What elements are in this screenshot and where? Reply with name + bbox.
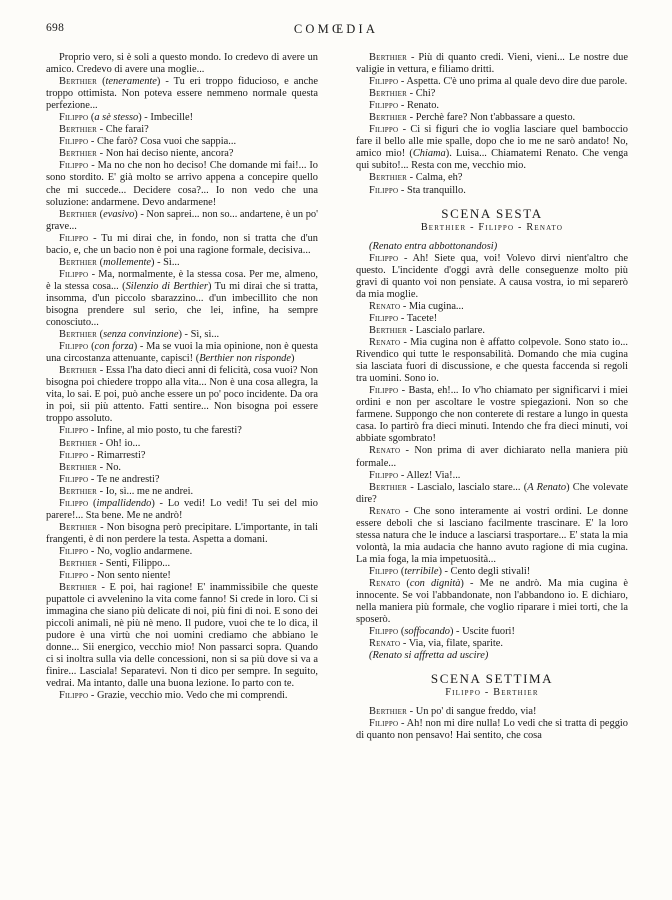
dialogue-line: Renato - Che sono interamente ai vostri ordini. Le donne essere deboli che si lasciano facilmente trascinare. E' la loro stessa natura che le induce a lasciarsi trasportare... E' stata la mia volontà, la mia audacia che hanno avuto ragione di mia cugina. La mia foga, la mia impetuosità...	[356, 505, 628, 565]
dialogue-line: Berthier (teneramente) - Tu eri troppo fiducioso, e anche troppo ottimista. Non poteva essere nemmeno normale questa perfezione...	[46, 76, 318, 112]
dialogue-line: Filippo (terribile) - Cento degli stivali!	[369, 565, 531, 577]
dialogue-line: Berthier - Non bisogna però precipitare. L'importante, in tali frangenti, è di non perdere la testa. Aspetta a domani.	[46, 521, 318, 545]
dialogue-line: Filippo - Grazie, vecchio mio. Vedo che mi comprendi.	[59, 690, 288, 702]
dialogue-line: Filippo - Infine, al mio posto, tu che faresti?	[59, 425, 242, 437]
dialogue-line: Renato - Non prima di aver dichiarato nella maniera più formale...	[356, 445, 628, 469]
dialogue-line: Berthier (mollemente) - Sì...	[59, 256, 180, 268]
dialogue-line: Filippo - Rimarresti?	[59, 449, 146, 461]
dialogue-line: Renato - Via, via, filate, sparite.	[369, 638, 504, 650]
dialogue-line: Renato - Mia cugina non è affatto colpevole. Sono stato io... Rivendico qui tutte le responsabilità. Domando che mia cugina sia lasciata fuori di discussione, e che questa faccenda si regoli tra uomini. Sono io.	[356, 337, 628, 385]
dialogue-line: Berthier - Non hai deciso niente, ancora?	[59, 148, 234, 160]
dialogue-line: Berthier (senza convinzione) - Sì, sì...	[59, 329, 220, 341]
folio-number: 698	[46, 22, 65, 34]
column-right	[356, 52, 628, 743]
dialogue-line: Filippo - Non sento niente!	[59, 570, 171, 582]
dialogue-line: Filippo - Ma, normalmente, è la stessa cosa. Per me, almeno, è la stessa cosa... (Silenzio di Berthier) Tu mi dirai che si tratta, insomma, d'un piccolo sbarazzino... d'un imbecillito che non bisogna prendere sul serio, che lei, infine, ha sempre conosciuto...	[46, 268, 318, 329]
dialogue-line: Berthier - Oh! io...	[59, 437, 141, 449]
dialogue-line: Filippo - No, voglio andarmene.	[59, 545, 193, 557]
dialogue-line: Filippo - Te ne andresti?	[59, 473, 160, 485]
column-left	[46, 52, 318, 703]
dialogue-line: Filippo - Sta tranquillo.	[369, 184, 466, 196]
dialogue-line: Berthier - Perchè fare? Non t'abbassare a questo.	[369, 112, 576, 124]
dialogue-line: Berthier - E poi, hai ragione! E' inammissibile che queste pupattole ci avvelenino la vita come fanno! Si crede in loro. Ci si immagina che siano più delicate di noi, più fini di noi. E sono dei piccoli animali, nè più nè meno. Il pudore, vuoi che te lo dica, il pudore è una virtù che noi uomini crediamo che abbiano le donne... Sii energico, vecchio mio! Non passarci sopra. Quando ci si inoltra sulla via delle concessioni, non si sa più dove si va a finire... Lasciala! Separatevi. Non ti dico per sempre. In seguito, vedrai. Ma intanto, dalle una buona lezione. Io parto con te.	[46, 582, 318, 690]
dialogue-line: Filippo - Ci si figuri che io voglia lasciare quel bamboccio fare il bello alle mie spalle, dopo che io me ne sarò andato! No, amico mio! (Chiama). Luisa... Chiamatemi Renato. Che venga qui subito!... Resta con me, vecchio mio.	[356, 124, 628, 172]
dialogue-line: Filippo (soffocando) - Uscite fuori!	[369, 626, 515, 638]
running-title: COMŒDIA	[293, 22, 379, 36]
dialogue-line: Filippo - Tu mi dirai che, in fondo, non si tratta che d'un bacio, e, che un bacio non è poi una ragione formale, decisiva...	[46, 232, 318, 256]
dialogue-line: Filippo - Aspetta. C'è uno prima al quale devo dire due parole.	[369, 76, 628, 88]
dialogue-line: Berthier - Un po' di sangue freddo, via!	[369, 706, 537, 718]
dialogue-line: Proprio vero, si è soli a questo mondo. Io credevo di avere un amico. Credevo di avere una moglie...	[46, 52, 318, 76]
dialogue-line: Berthier - Essa l'ha dato dieci anni di felicità, cosa vuoi? Non bisogna poi chiedere troppo alla vita... Non è una cosa allegra, la vita, lo sai. E poi, può anche essere un po' poco incidente. Da ora in poi, sii più attento. Fatti sentire... Non bisogna poi essere troppo assoluto.	[46, 365, 318, 425]
stage-direction: (Renato entra abbottonandosi)	[369, 240, 498, 252]
dialogue-line: Berthier - Senti, Filippo...	[59, 557, 171, 569]
scene-cast: Berthier - Filippo - Renato	[420, 221, 564, 233]
text-columns	[46, 52, 628, 882]
dialogue-line: Berthier - Chi?	[369, 88, 436, 100]
dialogue-line: Filippo - Basta, eh!... Io v'ho chiamato per significarvi i miei ordini e non per ascoltare le vostre spiegazioni. Non so che farmene. Suppongo che non conterete di restare a lungo in questa casa. Io partirò fra dieci minuti. Intendo che fra dieci minuti, voi abbiate sgombrato!	[356, 385, 628, 445]
dialogue-line: Berthier (evasivo) - Non saprei... non so... andartene, è un po' grave...	[46, 208, 318, 232]
dialogue-line: Filippo - Renato.	[369, 100, 439, 112]
page-header	[46, 22, 626, 40]
dialogue-line: Filippo - Che farò? Cosa vuoi che sappia...	[59, 136, 237, 148]
dialogue-line: Filippo (con forza) - Ma se vuoi la mia opinione, non è questa una circostanza attenuante, capisci! (Berthier non risponde)	[46, 341, 318, 365]
dialogue-line: Berthier - Lascialo, lascialo stare... (A Renato) Che volevate dire?	[356, 481, 628, 505]
dialogue-line: Filippo - Ma no che non ho deciso! Che domande mi fai!... Io sono stordito. E' già molto se arrivo appena a concepire quello che mi succede... Decidere cosa?... Io non vedo che una soluzione: andarmene. Devo andarmene!	[46, 160, 318, 208]
scene-heading: SCENA SESTA	[441, 205, 543, 221]
dialogue-line: Berthier - Che farai?	[59, 124, 149, 136]
dialogue-line: Filippo (impallidendo) - Lo vedi! Lo vedi! Tu sei del mio parere!... Sta bene. Me ne andrò!	[46, 497, 318, 521]
dialogue-line: Berthier - Più di quanto credi. Vieni, vieni... Le nostre due valigie in vettura, e filiamo dritti.	[356, 52, 628, 76]
dialogue-line: Filippo (a sè stesso) - Imbecille!	[59, 112, 194, 124]
dialogue-line: Filippo - Ah! Siete qua, voi! Volevo dirvi nient'altro che questo. L'incidente d'oggi avrà delle conseguenze molto più gravi di quanto voi non pensiate. A causa vostra, io mi separerò da mia moglie.	[356, 252, 628, 300]
scene-cast: Filippo - Berthier	[445, 687, 539, 699]
dialogue-line: Berthier - Calma, eh?	[369, 172, 463, 184]
stage-direction: (Renato si affretta ad uscire)	[369, 650, 489, 662]
dialogue-line: Renato (con dignità) - Me ne andrò. Ma mia cugina è innocente. Se voi l'abbandonate, non l'abbandono io. E dichiaro, nella maniera più formale, che voglio riparare i miei torti, che la sposerò.	[356, 577, 629, 626]
scene-heading: SCENA SETTIMA	[430, 671, 554, 687]
dialogue-line: Berthier - No.	[59, 461, 122, 473]
dialogue-line: Filippo - Ah! non mi dire nulla! Lo vedi che si tratta di peggio di quanto non pensavo! Hai sentito, che cosa	[356, 718, 628, 742]
dialogue-line: Filippo - Tacete!	[369, 312, 438, 324]
dialogue-line: Renato - Mia cugina...	[369, 300, 464, 312]
dialogue-line: Berthier - Io, sì... me ne andrei.	[59, 485, 194, 497]
dialogue-line: Filippo - Allez! Via!...	[369, 469, 461, 481]
dialogue-line: Berthier - Lascialo parlare.	[369, 324, 485, 336]
